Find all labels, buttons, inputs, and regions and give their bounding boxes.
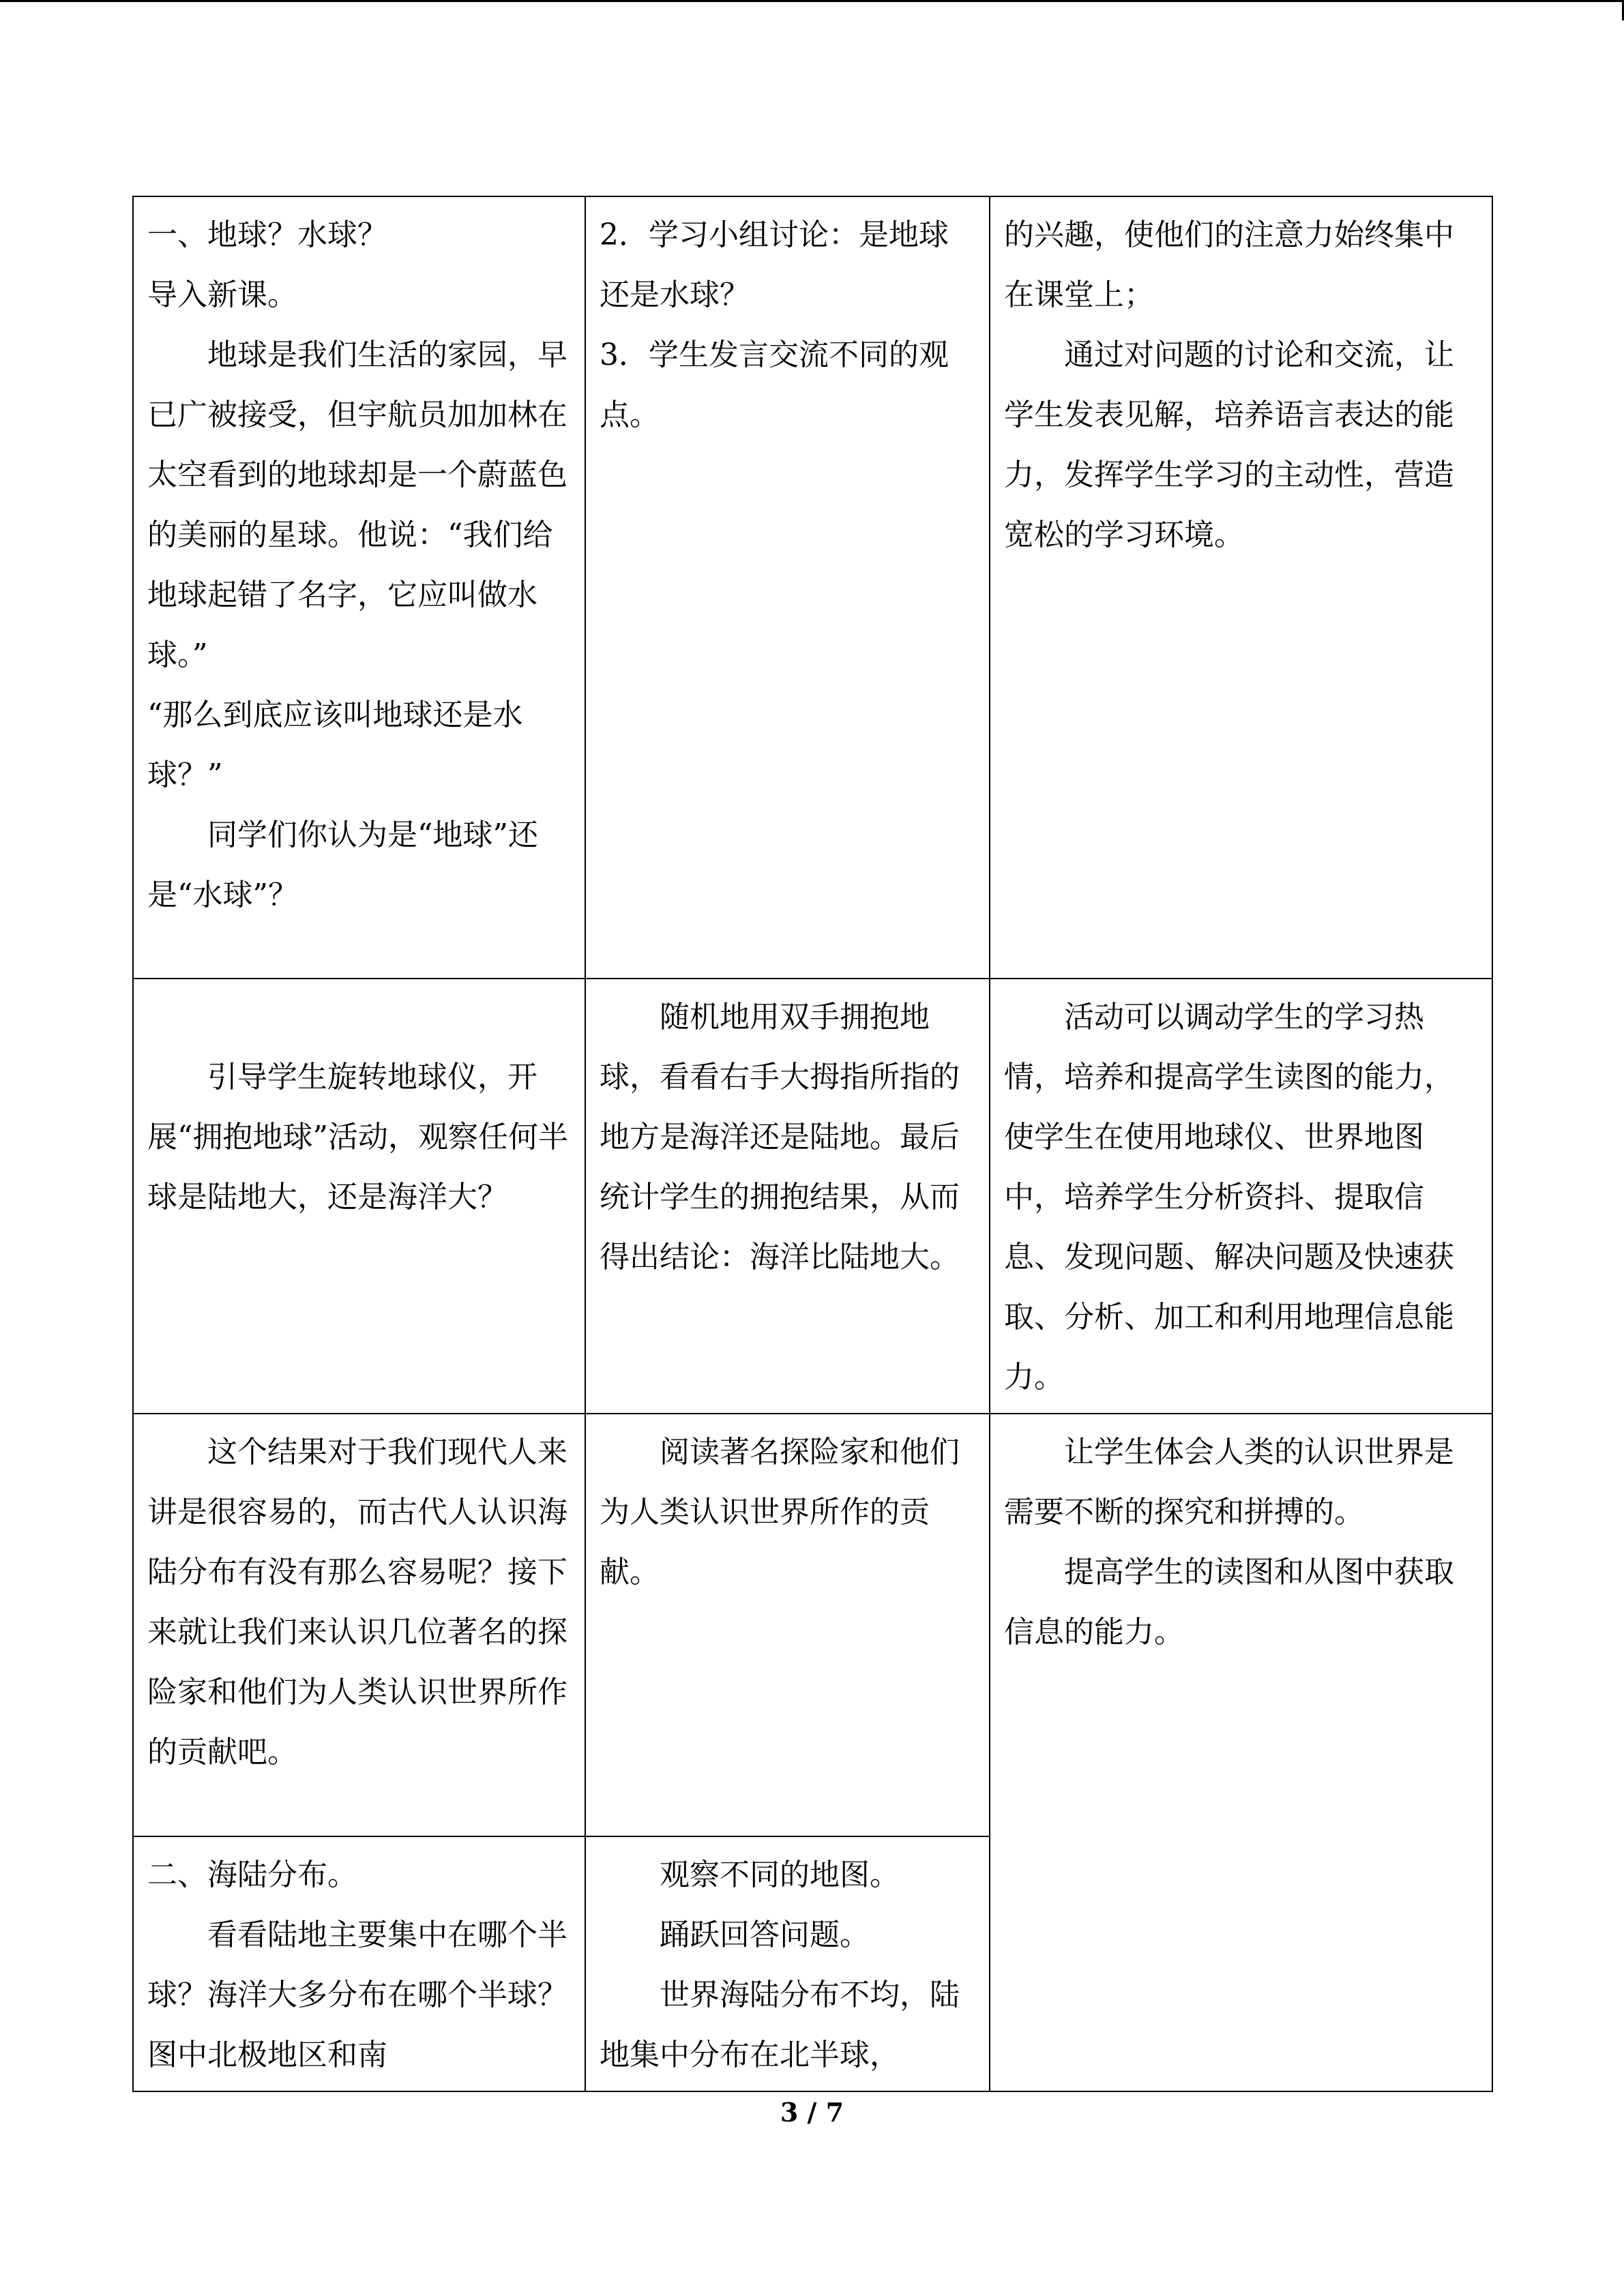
design-intent-cell: [990, 979, 1492, 1414]
paragraph: 导入新课。: [147, 278, 297, 312]
paragraph: 随机地用双手拥抱地球，看看右手大拇指所指的地方是海洋还是陆地。最后统计学生的拥抱结果，从而得出结论：海洋比陆地大。: [600, 1000, 960, 1274]
student-activity-cell: [585, 979, 990, 1414]
lesson-plan-table: [132, 196, 1493, 2092]
paragraph: 这个结果对于我们现代人来讲是很容易的，而古代人认识海陆分布有没有那么容易呢？接下来就让我们来认识几位著名的探险家和他们为人类认识世界所作的贡献吧。: [147, 1435, 567, 1770]
design-intent-cell: [990, 1414, 1492, 2091]
section-heading: 一、地球？水球？: [147, 218, 387, 252]
paragraph: 的兴趣，使他们的注意力始终集中在课堂上；: [1004, 218, 1454, 312]
paragraph: 同学们你认为是“地球”还是“水球”？: [147, 818, 538, 912]
paragraph: 观察不同的地图。: [660, 1858, 900, 1892]
teacher-activity-cell: [133, 196, 585, 979]
paragraph: 2．学习小组讨论：是地球还是水球？: [600, 218, 949, 312]
paragraph: 踊跃回答问题。: [660, 1918, 870, 1952]
student-activity-cell: [585, 196, 990, 979]
student-activity-cell: [585, 1836, 990, 2091]
teacher-activity-cell: [133, 979, 585, 1414]
paragraph: 让学生体会人类的认识世界是需要不断的探究和拼搏的。: [1004, 1435, 1454, 1530]
paragraph: 阅读著名探险家和他们为人类认识世界所作的贡献。: [600, 1435, 960, 1590]
paragraph: 引导学生旋转地球仪，开展“拥抱地球”活动，观察任何半球是陆地大，还是海洋大？: [147, 1060, 568, 1214]
section-heading: 二、海陆分布。: [147, 1858, 357, 1892]
table-row: [133, 979, 1492, 1414]
student-activity-cell: [585, 1414, 990, 1836]
paragraph: 活动可以调动学生的学习热情，培养和提高学生读图的能力，使学生在使用地球仪、世界地图中，培养学生分析资抖、提取信息、发现问题、解决问题及快速获取、分析、加工和利用地理信息能力。: [1004, 1000, 1454, 1395]
paragraph: “那么到底应该叫地球还是水球？”: [147, 698, 523, 792]
paragraph: 3．学生发言交流不同的观点。: [600, 338, 949, 432]
paragraph: 世界海陆分布不均，陆地集中分布在北半球，: [600, 1978, 960, 2072]
table-row: [133, 1414, 1492, 1836]
teacher-activity-cell: [133, 1414, 585, 1836]
teacher-activity-cell: [133, 1836, 585, 2091]
paragraph: 通过对问题的讨论和交流，让学生发表见解，培养语言表达的能力，发挥学生学习的主动性，营造宽松的学习环境。: [1004, 338, 1454, 552]
table-row: [133, 196, 1492, 979]
paragraph: 提高学生的读图和从图中获取信息的能力。: [1004, 1555, 1454, 1650]
page-number: 3 / 7: [780, 2097, 844, 2128]
paragraph: 地球是我们生活的家园，早已广被接受，但宇航员加加林在太空看到的地球却是一个蔚蓝色的美丽的星球。他说：“我们给地球起错了名字，它应叫做水球。”: [147, 338, 567, 672]
top-border-line: [0, 0, 1624, 2]
paragraph: 看看陆地主要集中在哪个半球？海洋大多分布在哪个半球？图中北极地区和南: [147, 1918, 567, 2072]
design-intent-cell: [990, 196, 1492, 979]
